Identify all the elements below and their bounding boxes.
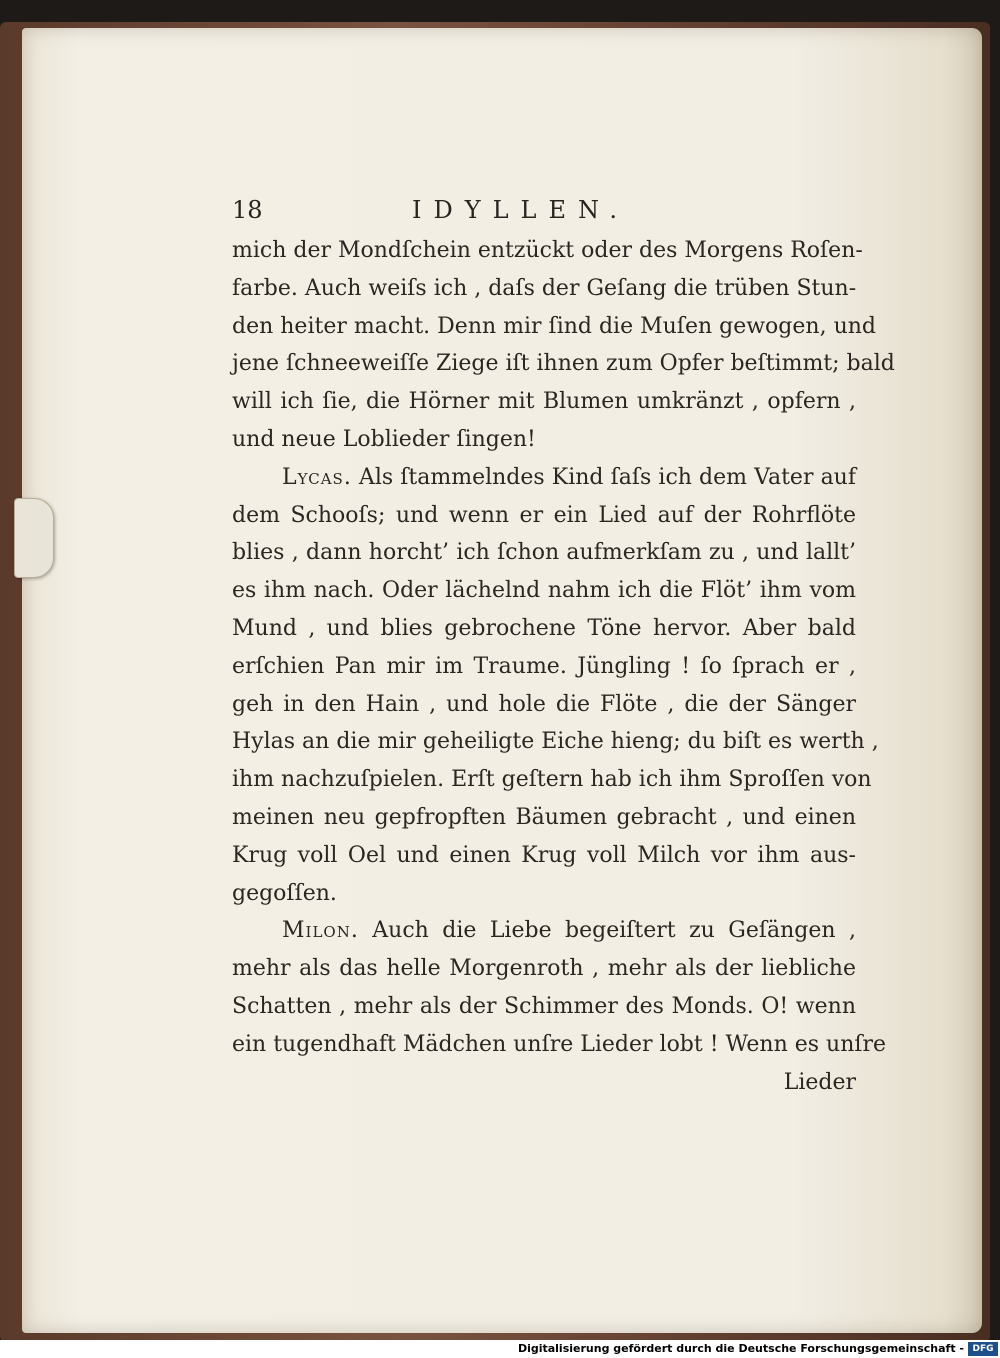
text-line: den heiter macht. Denn mir ſind die Muſen gewogen, und	[232, 313, 876, 339]
text-fragment: Auch die Liebe begeiſtert zu Geſängen ,	[358, 918, 856, 944]
digitization-footer	[0, 1340, 1000, 1358]
text-line: blies , dann horcht’ ich ſchon aufmerkſam zu , und lallt’	[232, 540, 856, 566]
text-line: ihm nachzuſpielen. Erſt geſtern hab ich ihm Sproſſen von	[232, 767, 872, 793]
page-number: 18	[232, 196, 263, 224]
text-line: mehr als das helle Morgenroth , mehr als der liebliche	[232, 956, 856, 982]
footer-text: Digitalisierung gefördert durch die Deutsche Forschungsgemeinschaft -	[517, 1342, 964, 1355]
text-line: und neue Loblieder ſingen!	[232, 426, 536, 452]
text-line: farbe. Auch weiſs ich , daſs der Geſang die trüben Stun-	[232, 275, 857, 301]
body-text	[232, 232, 895, 1101]
speech-line	[232, 912, 856, 950]
text-line: geh in den Hain , und hole die Flöte , die der Sänger	[232, 691, 856, 717]
text-line: jene ſchneeweiſſe Ziege iſt ihnen zum Opfer beſtimmt; bald	[232, 351, 895, 377]
text-line: Krug voll Oel und einen Krug voll Milch vor ihm aus-	[232, 842, 856, 868]
text-line: dem Schooſs; und wenn er ein Lied auf der Rohrflöte	[232, 502, 856, 528]
text-line: mich der Mondſchein entzückt oder des Morgens Roſen-	[232, 238, 863, 263]
speech-line	[232, 459, 856, 497]
text-line: erſchien Pan mir im Traume. Jüngling ! ſo ſprach er ,	[232, 653, 856, 679]
catchword: Lieder	[783, 1069, 856, 1095]
text-line: will ich ſie, die Hörner mit Blumen umkränzt , opfern ,	[232, 389, 856, 415]
bookmark-tab	[14, 498, 54, 578]
text-line: es ihm nach. Oder lächelnd nahm ich die Flöt’ ihm vom	[232, 578, 856, 604]
text-line: Schatten , mehr als der Schimmer des Monds. O! wenn	[232, 993, 856, 1019]
running-head	[232, 196, 856, 230]
text-line: gegoſſen.	[232, 880, 337, 906]
text-line: Hylas an die mir geheiligte Eiche hieng; du biſt es werth ,	[232, 729, 879, 755]
running-title: IDYLLEN.	[412, 196, 630, 224]
speaker-name: Milon.	[282, 918, 359, 944]
dfg-logo: DFG	[968, 1342, 998, 1356]
text-fragment: Als ſtammelndes Kind ſaſs ich dem Vater auf	[351, 464, 856, 490]
text-line: Mund , und blies gebrochene Töne hervor. Aber bald	[232, 615, 856, 641]
text-line: meinen neu gepfropften Bäumen gebracht , und einen	[232, 804, 856, 830]
speaker-name: Lycas.	[282, 464, 352, 490]
text-line: ein tugendhaft Mädchen unſre Lieder lobt ! Wenn es unſre	[232, 1031, 887, 1057]
